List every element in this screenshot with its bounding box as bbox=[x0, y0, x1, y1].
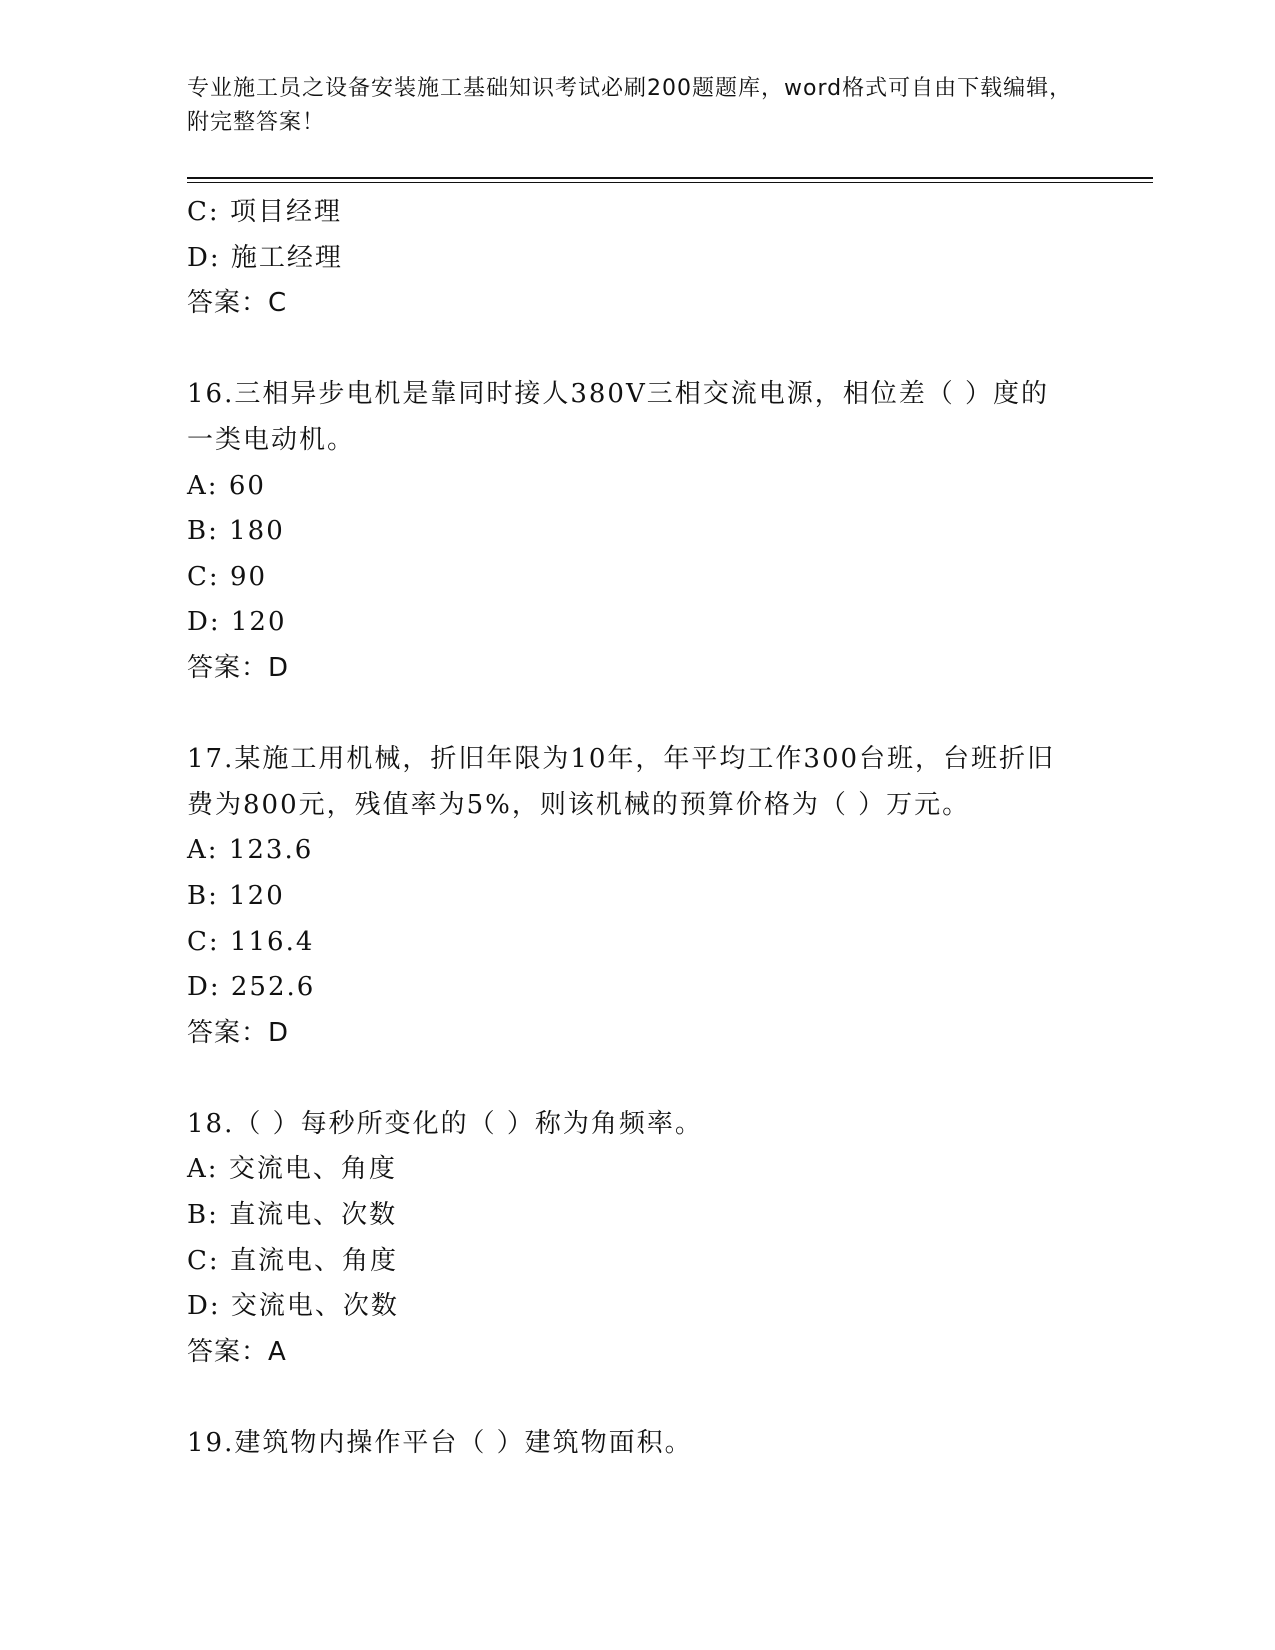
option-line: B: 180 bbox=[187, 516, 285, 547]
question-list bbox=[187, 190, 1087, 1467]
option-text: 施工经理 bbox=[230, 242, 343, 273]
option-text: 120 bbox=[230, 607, 287, 638]
question-text: 18.（ ）每秒所变化的（ ）称为角频率。 bbox=[187, 1108, 703, 1139]
option-line: C: 直流电、角度 bbox=[187, 1245, 398, 1276]
option-line: D: 施工经理 bbox=[187, 242, 343, 273]
option-label: A bbox=[187, 470, 208, 501]
option-line: C: 项目经理 bbox=[187, 197, 342, 227]
answer-line: 答案：A bbox=[187, 1336, 287, 1367]
option-line: D: 120 bbox=[187, 607, 287, 638]
option-text: 180 bbox=[229, 516, 285, 547]
page-header-title: 专业施工员之设备安装施工基础知识考试必刷200题题库，word格式可自由下载编辑，附完整答案！ bbox=[187, 76, 1073, 135]
option-label: C bbox=[187, 926, 209, 957]
option-label: D bbox=[187, 607, 210, 638]
answer-line: 答案：C bbox=[187, 288, 288, 319]
option-text: 123.6 bbox=[228, 835, 314, 866]
option-text: 项目经理 bbox=[229, 197, 342, 227]
header-divider-thick bbox=[187, 177, 1153, 179]
header-divider-thin bbox=[187, 182, 1153, 183]
option-text: 直流电、角度 bbox=[229, 1245, 398, 1276]
answer-line: 答案：D bbox=[187, 652, 290, 683]
option-label: C bbox=[187, 197, 209, 227]
option-text: 252.6 bbox=[230, 972, 316, 1003]
option-label: D bbox=[187, 1291, 210, 1322]
option-line: B: 直流电、次数 bbox=[187, 1200, 398, 1231]
option-line: A: 60 bbox=[187, 470, 266, 501]
option-text: 60 bbox=[228, 470, 266, 501]
option-line: C: 116.4 bbox=[187, 926, 315, 957]
option-line: D: 252.6 bbox=[187, 972, 316, 1003]
option-text: 交流电、次数 bbox=[230, 1291, 399, 1322]
option-text: 交流电、角度 bbox=[228, 1154, 397, 1185]
option-line: A: 123.6 bbox=[187, 835, 314, 866]
option-label: C bbox=[187, 561, 209, 592]
option-label: B bbox=[187, 880, 209, 911]
option-label: D bbox=[187, 242, 210, 273]
question-text: 17.某施工用机械，折旧年限为10年，年平均工作300台班，台班折旧费为800元，残值率为5%，则该机械的预算价格为（ ）万元。 bbox=[187, 744, 1056, 820]
option-label: B bbox=[187, 516, 209, 547]
option-label: C bbox=[187, 1245, 209, 1276]
answer-line: 答案：D bbox=[187, 1017, 290, 1048]
option-line: D: 交流电、次数 bbox=[187, 1291, 399, 1322]
option-line: C: 90 bbox=[187, 561, 268, 592]
question-text: 16.三相异步电机是靠同时接人380V三相交流电源，相位差（ ）度的一类电动机。 bbox=[187, 379, 1050, 455]
option-label: B bbox=[187, 1200, 209, 1231]
option-line: A: 交流电、角度 bbox=[187, 1154, 397, 1185]
option-text: 116.4 bbox=[229, 926, 315, 957]
option-label: D bbox=[187, 972, 210, 1003]
option-label: A bbox=[187, 835, 208, 866]
option-text: 90 bbox=[229, 561, 268, 592]
option-text: 120 bbox=[229, 880, 285, 911]
option-label: A bbox=[187, 1154, 208, 1185]
question-text: 19.建筑物内操作平台（ ）建筑物面积。 bbox=[187, 1428, 693, 1459]
option-text: 直流电、次数 bbox=[229, 1200, 398, 1231]
option-line: B: 120 bbox=[187, 880, 285, 911]
